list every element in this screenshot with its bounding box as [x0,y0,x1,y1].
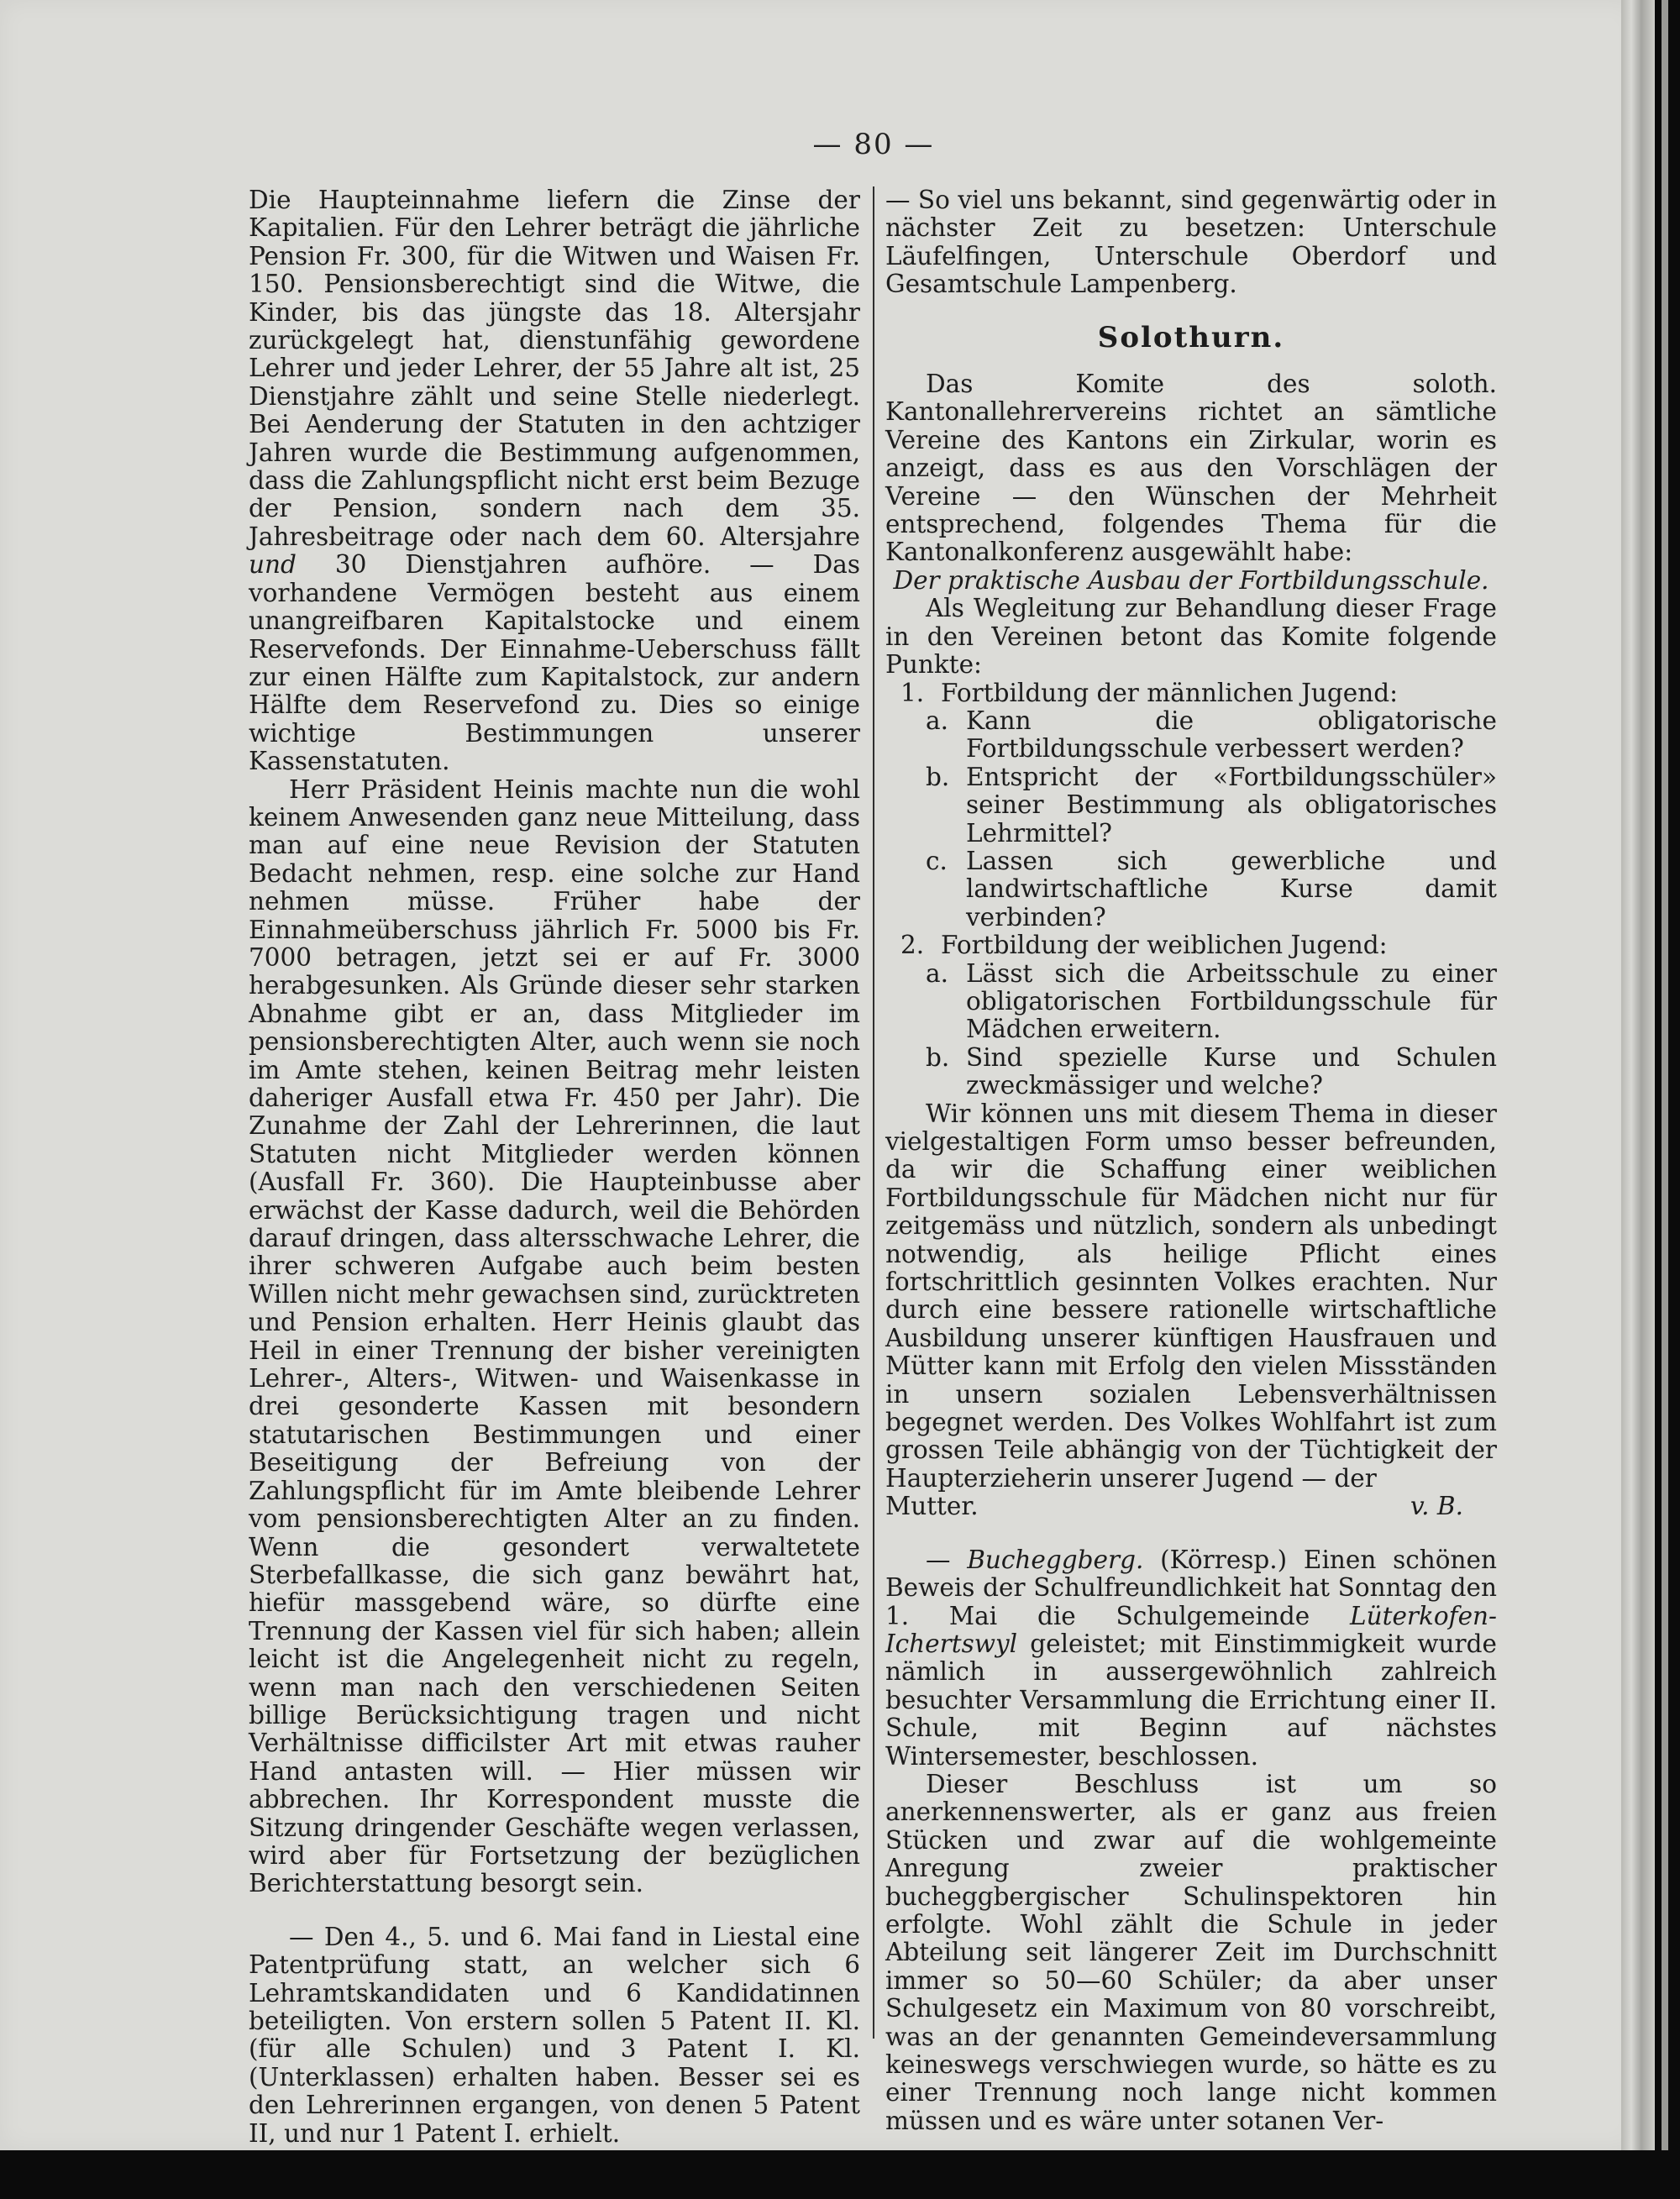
list-item [885,764,1497,848]
list-marker: a. [926,958,948,988]
column-divider [873,186,874,2039]
signature-row [885,1493,1497,1520]
list-item-text: Lässt sich die Arbeitsschule zu einer obligatorischen Fortbildungsschule für Mädchen erweitern. [966,958,1497,1044]
list-item [885,848,1497,932]
topic-title: Der praktische Ausbau der Fortbildungsschule. [893,565,1489,595]
list-marker: c. [926,846,948,875]
paragraph: Dieser Beschluss ist um so anerkennenswerter, als er ganz aus freien Stücken und zwar auf die wohlgemeinte Anregung zweier praktischer bucheggbergischer Schulinspektoren hin erfolgte. Wohl zählt die Schule in jeder Abteilung seit längerer Zeit im Durchschnitt immer so 50—60 Schüler; da aber unser Schulgesetz ein Maximum von 80 vorschreibt, was an der genannten Gemeindeversammlung keineswegs verschwiegen wurde, so hätte es zu einer Trennung noch lange nicht kommen müssen und es wäre unter sotanen Ver- [885,1769,1497,2135]
list-item-text: Lassen sich gewerbliche und landwirtschaftliche Kurse damit verbinden? [966,846,1497,932]
page-edge-line [1662,0,1668,2184]
paragraph: Herr Präsident Heinis machte nun die wohl keinem Anwesenden ganz neue Mitteilung, dass man auf eine neue Revision der Statuten Bedacht nehmen, resp. eine solche zur Hand nehmen müsse. Früher habe der Einnahmeüberschuss jährlich Fr. 5000 bis Fr. 7000 betragen, jetzt sei er auf Fr. 3000 herabgesunken. Als Gründe dieser sehr starken Abnahme gibt er an, dass Mitglieder im pensionsberechtigten Alter, auch wenn sie noch im Amte stehen, keinen Beitrag mehr leisten daheriger Ausfall etwa Fr. 450 per Jahr). Die Zunahme der Zahl der Lehrerinnen, die laut Statuten nicht Mitglieder werden können (Ausfall Fr. 360). Die Haupteinbusse aber erwächst der Kasse dadurch, weil die Behörden darauf dringen, dass altersschwache Lehrer, die ihrer schweren Aufgabe auch beim besten Willen nicht mehr gewachsen sind, zurücktreten und Pension erhalten. Herr Heinis glaubt das Heil in einer Trennung der bisher vereinigten Lehrer-, Alters-, Witwen- und Waisenkasse in drei gesonderte Kassen mit besondern statutarischen Bestimmungen und einer Beseitigung der Befreiung von der Zahlungspflicht für im Amte bleibende Lehrer vom pensionsberechtigten Alter an zu finden. Wenn die gesondert verwaltetete Sterbefallkasse, die sich ganz bewährt hat, hiefür massgebend wäre, so dürfte eine Trennung der Kassen viel für sich haben; allein leicht ist die Angelegenheit nicht zu regeln, wenn man nach den verschiedenen Seiten billige Berücksichtigung tragen und nicht Verhältnisse difficilster Art mit etwas rauher Hand antasten will. — Hier müssen wir abbrechen. Ihr Korrespondent musste die Sitzung dringender Geschäfte wegen verlassen, wird aber für Fortsetzung der bezüglichen Berichterstattung besorgt sein. [249,774,860,1898]
page-number: — 80 — [812,128,935,161]
left-column [249,186,860,2148]
list-marker: b. [926,1042,950,1072]
paragraph [249,186,860,776]
paragraph-end-text: Mutter. [885,1492,979,1521]
paragraph-text: geleistet; mit Einstimmigkeit wurde nämlich in aussergewöhnlich zahlreich besuchter Versammlung die Errichtung einer II. Schule, mit Beginn auf nächstes Wintersemester, beschlossen. [885,1629,1497,1771]
right-column [885,186,1497,2135]
list-marker: 2. [900,931,925,960]
paragraph: — Den 4., 5. und 6. Mai fand in Liestal eine Patentprüfung statt, an welcher sich 6 Lehramtskandidaten und 6 Kandidatinnen beteiligten. Von erstern sollen 5 Patent II. Kl. (für alle Schulen) und 3 Patent I. Kl. (Unterklassen) erhalten haben. Besser sei es den Lehrerinnen ergangen, von denen 5 Patent II, und nur 1 Patent I. erhielt. [249,1922,860,2148]
paragraph: Als Wegleitung zur Behandlung dieser Frage in den Vereinen betont das Komite folgende Punkte: [885,594,1497,680]
paragraph [885,1546,1497,1771]
scan-border-bottom [0,2150,1680,2199]
paragraph-text: 30 Dienstjahren aufhöre. — Das vorhandene Vermögen besteht aus einem unangreifbaren Kapitalstocke und einem Reservefonds. Der Einnahme-Ueberschuss fällt zur einen Hälfte zum Kapitalstock, zur andern Hälfte dem Reservefond zu. Dies so einige wichtige Bestimmungen unserer Kassenstatuten. [249,550,860,776]
emphasis-text: und [249,550,297,580]
list-item-text: Fortbildung der männlichen Jugend: [941,678,1399,707]
list-item [885,680,1497,707]
paragraph: Das Komite des soloth. Kantonallehrervereins richtet an sämtliche Vereine des Kantons ein Zirkular, worin es anzeigt, dass es aus den Vorschlägen der Vereine — den Wünschen der Mehrheit entsprechend, folgendes Thema für die Kantonalkonferenz ausgewählt habe: [885,370,1497,567]
list-item [885,960,1497,1044]
list-marker: b. [926,762,950,791]
author-signature: v. B. [1410,1492,1463,1521]
paragraph-text: Die Haupteinnahme liefern die Zinse der Kapitalien. Für den Lehrer beträgt die jährliche Pension Fr. 300, für die Witwen und Waisen Fr. 150. Pensionsberechtigt sind die Witwe, die Kinder, bis das jüngste das 18. Altersjahr zurückgelegt hat, dienstunfähig gewordene Lehrer und jeder Lehrer, der 55 Jahre alt ist, 25 Dienstjahre zählt und seine Stelle niederlegt. Bei Aenderung der Statuten in den achtziger Jahren wurde die Bestimmung aufgenommen, dass die Zahlungspflicht nicht erst beim Bezuge der Pension, sondern nach dem 35. Jahresbeitrage oder nach dem 60. Altersjahre [249,186,860,551]
list-item-text: Entspricht der «Fortbildungsschüler» seiner Bestimmung als obligatorisches Lehrmittel? [966,762,1497,848]
list-item [885,707,1497,764]
page-edge-shadow [1621,0,1655,2150]
place-name: Lüterkofen-Ichertswyl [885,1601,1497,1658]
paragraph: — So viel uns bekannt, sind gegenwärtig oder in nächster Zeit zu besetzen: Unterschule Läufelfingen, Unterschule Oberdorf und Gesamtschule Lampenberg. [885,186,1497,299]
list-item-text: Fortbildung der weiblichen Jugend: [941,931,1388,960]
section-heading: Solothurn. [1097,320,1285,354]
list-item [885,932,1497,959]
list-item-text: Kann die obligatorische Fortbildungsschule verbessert werden? [966,706,1497,764]
list-marker: 1. [900,678,925,707]
list-item-text: Sind spezielle Kurse und Schulen zweckmässiger und welche? [966,1042,1497,1100]
paragraph: Wir können uns mit diesem Thema in dieser vielgestaltigen Form umso besser befreunden, da wir die Schaffung einer weiblichen Fortbildungsschule für Mädchen nicht nur für zeitgemäss und nützlich, sondern als unbedingt notwendig, als heilige Pflicht eines fortschrittlich gesinnten Volkes erachten. Nur durch eine bessere rationelle wirtschaftliche Ausbildung unserer künftigen Hausfrauen und Mütter kann mit Erfolg den vielen Missständen in unsern sozialen Lebensverhältnissen begegnet werden. Des Volkes Wohlfahrt ist zum grossen Teile abhängig von der Tüchtigkeit der Haupterzieherin unserer Jugend — der [885,1099,1497,1493]
paragraph-text: (Körresp.) Einen schönen Beweis der Schulfreundlichkeit hat Sonntag den 1. Mai die Schulgemeinde [885,1545,1497,1630]
dash-text: — [926,1545,951,1574]
list-item [885,1044,1497,1100]
list-marker: a. [926,706,948,735]
place-name: Bucheggberg. [967,1545,1144,1574]
